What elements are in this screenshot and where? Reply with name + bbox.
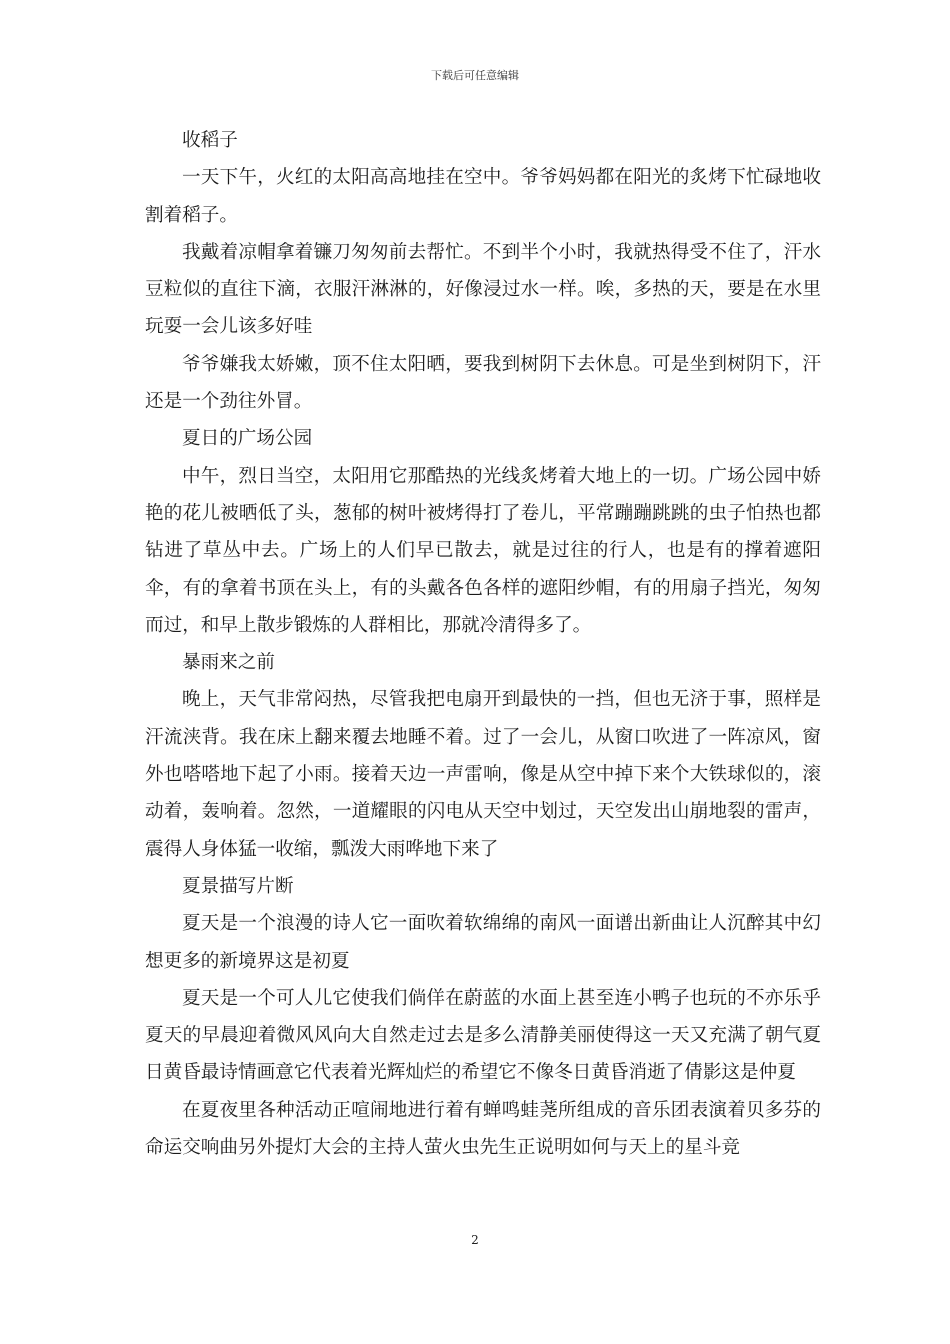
paragraph: 夏天是一个浪漫的诗人它一面吹着软绵绵的南风一面谱出新曲让人沉醉其中幻想更多的新境界这是初夏: [145, 913, 821, 972]
page-number: 2: [471, 1233, 479, 1247]
paragraph: 爷爷嫌我太娇嫩，顶不住太阳晒，要我到树阴下去休息。可是坐到树阴下，汗还是一个劲往外冒。: [145, 353, 821, 413]
page-header: 下载后可任意编辑: [431, 69, 519, 82]
heading-summer-park: 夏日的广场公园: [182, 428, 313, 450]
heading-before-rainstorm: 暴雨来之前: [182, 652, 275, 674]
paragraph: 中午，烈日当空，太阳用它那酷热的光线炙烤着大地上的一切。广场公园中娇艳的花儿被晒低了头，葱郁的树叶被烤得打了卷儿，平常蹦蹦跳跳的虫子怕热也都钻进了草丛中去。广场上的人们早已散去，就是过往的行人，也是有的撑着遮阳伞，有的拿着书顶在头上，有的头戴各色各样的遮阳纱帽，有的用扇子挡光，匆匆而过，和早上散步锻炼的人群相比，那就冷清得多了。: [145, 465, 821, 636]
document-body: [145, 122, 821, 1166]
paragraph: 晚上，天气非常闷热，尽管我把电扇开到最快的一挡，但也无济于事，照样是汗流浃背。我在床上翻来覆去地睡不着。过了一会儿，从窗口吹进了一阵凉风，窗外也嗒嗒地下起了小雨。接着天边一声雷响，像是从空中掉下来个大铁球似的，滚动着，轰响着。忽然，一道耀眼的闪电从天空中划过，天空发出山崩地裂的雷声，震得人身体猛一收缩，瓢泼大雨哗地下来了: [145, 689, 821, 860]
paragraph: 在夏夜里各种活动正喧闹地进行着有蝉鸣蛙荛所组成的音乐团表演着贝多芬的命运交响曲另外提灯大会的主持人萤火虫先生正说明如何与天上的星斗竞: [145, 1099, 821, 1159]
paragraph: 我戴着凉帽拿着镰刀匆匆前去帮忙。不到半个小时，我就热得受不住了，汗水豆粒似的直往下滴，衣服汗淋淋的，好像浸过水一样。唉，多热的天，要是在水里玩耍一会儿该多好哇: [145, 241, 821, 338]
heading-harvest-rice: 收稻子: [182, 130, 238, 151]
heading-summer-scene: 夏景描写片断: [182, 875, 294, 897]
paragraph: 一天下午，火红的太阳高高地挂在空中。爷爷妈妈都在阳光的炙烤下忙碌地收割着稻子。: [145, 167, 821, 226]
paragraph: 夏天是一个可人儿它使我们倘佯在蔚蓝的水面上甚至连小鸭子也玩的不亦乐乎夏天的早晨迎着微风风向大自然走过去是多么清静美丽使得这一天又充满了朝气夏日黄昏最诗情画意它代表着光辉灿烂的希望它不像冬日黄昏消逝了倩影这是仲夏: [145, 987, 821, 1084]
